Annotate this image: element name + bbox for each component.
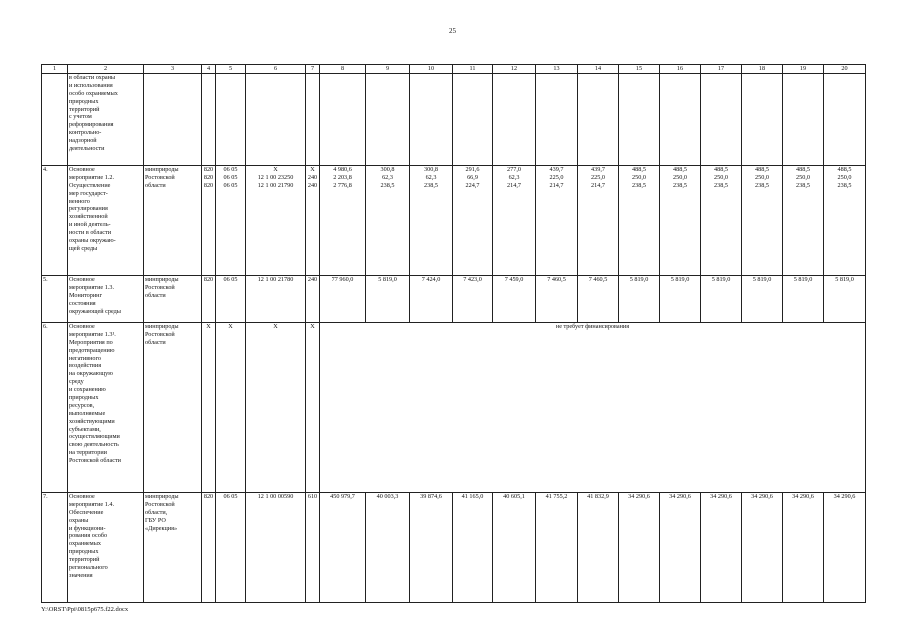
code-value: 240 bbox=[307, 276, 318, 283]
amount-value: 300,8 bbox=[424, 166, 438, 173]
name-line: венного bbox=[69, 197, 90, 205]
amount-value: 62,3 bbox=[425, 173, 437, 181]
budget-code bbox=[202, 166, 216, 276]
amount-value: 5 819,0 bbox=[378, 276, 397, 283]
code-value: 06 05 bbox=[223, 493, 238, 500]
amount-value: 5 819,0 bbox=[629, 276, 649, 283]
amount-cell bbox=[453, 276, 493, 323]
amount-value: 238,5 bbox=[755, 181, 769, 189]
column-header: 18 bbox=[742, 65, 783, 74]
amount-value: 488,5 bbox=[837, 166, 852, 173]
name-line: регионального bbox=[69, 564, 108, 572]
code-value: 820 bbox=[203, 493, 214, 500]
executor-line: минприроды bbox=[145, 276, 179, 283]
budget-code bbox=[246, 166, 306, 276]
name-line: состояния bbox=[69, 299, 96, 307]
amount-value: 77 960,0 bbox=[331, 276, 354, 283]
amount-cell bbox=[578, 74, 619, 166]
row-number: 6. bbox=[42, 323, 68, 493]
amount-cell bbox=[824, 74, 866, 166]
page-number: 25 bbox=[449, 27, 456, 35]
amount-cell bbox=[410, 166, 453, 276]
executor bbox=[144, 74, 202, 166]
name-line: природных bbox=[69, 548, 99, 556]
amount-cell bbox=[742, 276, 783, 323]
name-line: Ростовской области bbox=[69, 457, 121, 465]
amount-value: 488,5 bbox=[796, 166, 810, 173]
amount-cell bbox=[660, 166, 701, 276]
budget-code bbox=[306, 74, 320, 166]
name-line: хозяйствующими bbox=[69, 417, 115, 425]
name-line: значения bbox=[69, 571, 93, 579]
budget-code bbox=[216, 323, 246, 493]
name-line: и использования bbox=[69, 81, 113, 89]
header-row bbox=[42, 65, 866, 74]
name-line: деятельности bbox=[69, 145, 105, 153]
table-row bbox=[42, 323, 866, 493]
amount-cell bbox=[320, 276, 366, 323]
executor-line: Ростовской bbox=[145, 330, 175, 338]
name-line: территорий bbox=[69, 105, 100, 113]
name-line: воздействия bbox=[69, 362, 102, 370]
amount-value: 250,0 bbox=[755, 173, 769, 181]
file-path-footer: Y:\ORST\Ppi\0815p675.f22.docx bbox=[41, 606, 129, 613]
name-line: на окружающую bbox=[69, 370, 113, 378]
budget-code bbox=[202, 74, 216, 166]
name-line: Обеспечение bbox=[69, 508, 104, 516]
amount-value: 41 832,9 bbox=[587, 493, 609, 500]
amount-cell bbox=[742, 493, 783, 603]
amount-cell bbox=[536, 276, 578, 323]
amount-value: 214,7 bbox=[507, 181, 521, 189]
amount-value: 40 003,3 bbox=[376, 493, 399, 500]
code-value: X bbox=[228, 323, 233, 330]
name-line: предотвращению bbox=[69, 346, 115, 354]
name-line: Основное bbox=[69, 166, 95, 173]
table-row bbox=[42, 166, 866, 276]
row-number: 5. bbox=[42, 276, 68, 323]
amount-value: 238,5 bbox=[837, 181, 852, 189]
column-header: 14 bbox=[578, 65, 619, 74]
executor-line: области bbox=[145, 181, 166, 189]
code-value: 610 bbox=[307, 493, 318, 500]
amount-cell bbox=[824, 166, 866, 276]
budget-code bbox=[202, 493, 216, 603]
amount-value: 7 424,0 bbox=[421, 276, 441, 283]
budget-code bbox=[306, 166, 320, 276]
budget-code bbox=[216, 493, 246, 603]
amount-value: 41 165,0 bbox=[461, 493, 484, 500]
amount-cell bbox=[320, 493, 366, 603]
name-line: хозяйственной bbox=[69, 213, 108, 221]
name-line: и сохранению bbox=[69, 386, 106, 394]
amount-value: 439,7 bbox=[591, 166, 605, 173]
name-line: выполняемые bbox=[69, 409, 106, 417]
amount-value: 488,5 bbox=[714, 166, 728, 173]
budget-code bbox=[216, 166, 246, 276]
amount-value: 66,9 bbox=[467, 173, 478, 181]
amount-cell bbox=[536, 166, 578, 276]
name-line: охраны bbox=[69, 516, 89, 524]
name-line: Основное bbox=[69, 323, 95, 330]
row-number bbox=[42, 74, 68, 166]
amount-value: 5 819,0 bbox=[793, 276, 813, 283]
name-line: реформирования bbox=[69, 121, 114, 129]
name-line: мер государст- bbox=[69, 189, 108, 197]
executor-line: минприроды bbox=[145, 493, 179, 500]
amount-cell bbox=[824, 493, 866, 603]
row-number: 7. bbox=[42, 493, 68, 603]
code-value: 12 1 00 00590 bbox=[257, 493, 294, 500]
name-line: ности в области bbox=[69, 229, 112, 237]
amount-value: 225,0 bbox=[549, 173, 564, 181]
amount-value: 2 203,8 bbox=[333, 173, 352, 181]
amount-cell bbox=[660, 493, 701, 603]
executor-line: области bbox=[145, 338, 166, 346]
amount-value: 250,0 bbox=[632, 173, 646, 181]
name-line: охраняемых bbox=[69, 540, 101, 548]
amount-value: 2 776,8 bbox=[333, 181, 352, 189]
name-line: и иной деятель- bbox=[69, 221, 111, 229]
code-value: 12 1 00 21790 bbox=[257, 181, 294, 189]
column-header: 11 bbox=[453, 65, 493, 74]
budget-code bbox=[306, 323, 320, 493]
executor-line: минприроды bbox=[145, 323, 179, 330]
amount-cell bbox=[619, 166, 660, 276]
name-line: негативного bbox=[69, 354, 102, 362]
amount-cell bbox=[366, 166, 410, 276]
amount-value: 7 423,0 bbox=[463, 276, 482, 283]
amount-value: 40 605,1 bbox=[503, 493, 525, 500]
table-row bbox=[42, 74, 866, 166]
name-line: территорий bbox=[69, 556, 100, 564]
amount-cell bbox=[619, 493, 660, 603]
amount-value: 238,5 bbox=[714, 181, 728, 189]
amount-value: 5 819,0 bbox=[670, 276, 690, 283]
amount-cell bbox=[660, 74, 701, 166]
executor bbox=[144, 166, 202, 276]
amount-cell bbox=[824, 276, 866, 323]
table-row bbox=[42, 276, 866, 323]
executor-line: области, bbox=[145, 508, 168, 516]
code-value: 820 bbox=[203, 173, 214, 181]
name-line: природных bbox=[69, 97, 99, 105]
code-value: 06 05 bbox=[223, 276, 238, 283]
amount-cell bbox=[366, 493, 410, 603]
name-line: окружающей среды bbox=[69, 307, 121, 315]
amount-value: 34 290,6 bbox=[792, 493, 814, 500]
amount-cell bbox=[410, 276, 453, 323]
column-header: 17 bbox=[701, 65, 742, 74]
amount-cell bbox=[701, 74, 742, 166]
amount-value: 62,3 bbox=[508, 173, 520, 181]
amount-cell bbox=[783, 166, 824, 276]
budget-code bbox=[246, 276, 306, 323]
name-line: охраны окружаю- bbox=[69, 237, 116, 245]
code-value: 06 05 bbox=[223, 181, 238, 189]
budget-code bbox=[202, 276, 216, 323]
amount-cell bbox=[783, 74, 824, 166]
amount-value: 238,5 bbox=[796, 181, 810, 189]
name-line: на территории bbox=[69, 449, 107, 457]
executor bbox=[144, 276, 202, 323]
budget-code bbox=[306, 493, 320, 603]
amount-value: 41 755,2 bbox=[545, 493, 568, 500]
code-value: X bbox=[310, 323, 315, 330]
executor-line: Ростовской bbox=[145, 173, 175, 181]
amount-value: 488,5 bbox=[673, 166, 687, 173]
activity-name bbox=[68, 323, 144, 493]
amount-value: 238,5 bbox=[380, 181, 395, 189]
executor-line: минприроды bbox=[145, 166, 179, 173]
amount-cell bbox=[320, 166, 366, 276]
column-header: 3 bbox=[144, 65, 202, 74]
amount-cell bbox=[410, 74, 453, 166]
column-header: 16 bbox=[660, 65, 701, 74]
column-header: 2 bbox=[68, 65, 144, 74]
amount-value: 7 459,0 bbox=[504, 276, 524, 283]
code-value: X bbox=[310, 166, 315, 173]
column-header: 6 bbox=[246, 65, 306, 74]
amount-value: 450 979,7 bbox=[330, 493, 355, 500]
amount-value: 238,5 bbox=[424, 181, 438, 189]
table-row bbox=[42, 493, 866, 603]
amount-value: 39 874,6 bbox=[420, 493, 442, 500]
budget-code bbox=[216, 74, 246, 166]
amount-value: 214,7 bbox=[549, 181, 564, 189]
name-line: осуществляющими bbox=[69, 433, 120, 441]
column-header: 19 bbox=[783, 65, 824, 74]
amount-cell bbox=[366, 276, 410, 323]
amount-cell bbox=[493, 166, 536, 276]
amount-cell bbox=[578, 276, 619, 323]
column-header: 8 bbox=[320, 65, 366, 74]
name-line: Мероприятия по bbox=[69, 338, 113, 346]
amount-value: 300,8 bbox=[380, 166, 395, 173]
budget-code bbox=[246, 493, 306, 603]
amount-value: 250,0 bbox=[673, 173, 687, 181]
column-header: 10 bbox=[410, 65, 453, 74]
amount-cell bbox=[742, 166, 783, 276]
name-line: мероприятие 1.3. bbox=[69, 283, 115, 291]
name-line: и функциони- bbox=[69, 524, 106, 532]
amount-value: 439,7 bbox=[549, 166, 564, 173]
amount-value: 277,0 bbox=[507, 166, 521, 173]
code-value: X bbox=[206, 323, 211, 330]
row-number: 4. bbox=[42, 166, 68, 276]
amount-value: 488,5 bbox=[755, 166, 769, 173]
amount-cell bbox=[536, 74, 578, 166]
name-line: природных bbox=[69, 394, 99, 402]
amount-value: 5 819,0 bbox=[752, 276, 772, 283]
amount-value: 34 290,6 bbox=[628, 493, 650, 500]
amount-value: 34 290,6 bbox=[751, 493, 773, 500]
amount-value: 62,3 bbox=[382, 173, 393, 181]
amount-cell bbox=[493, 74, 536, 166]
amount-value: 34 290,6 bbox=[669, 493, 691, 500]
amount-cell bbox=[453, 166, 493, 276]
amount-cell bbox=[493, 493, 536, 603]
amount-value: 224,7 bbox=[465, 181, 480, 189]
amount-cell bbox=[320, 74, 366, 166]
code-value: X bbox=[273, 323, 278, 330]
name-line: особо охраняемых bbox=[69, 89, 118, 97]
amount-cell bbox=[536, 493, 578, 603]
amount-value: 238,5 bbox=[632, 181, 646, 189]
amount-value: 250,0 bbox=[796, 173, 810, 181]
name-line: мероприятие 1.3¹. bbox=[69, 330, 116, 338]
name-line: мероприятие 1.2. bbox=[69, 173, 115, 181]
amount-value: 225,0 bbox=[591, 173, 605, 181]
name-line: свою деятельность bbox=[69, 441, 119, 449]
column-header: 1 bbox=[42, 65, 68, 74]
name-line: Мониторинг bbox=[69, 291, 103, 299]
name-line: Основное bbox=[69, 493, 95, 500]
column-header: 20 bbox=[824, 65, 866, 74]
name-line: субъектами, bbox=[69, 425, 101, 433]
code-value: 820 bbox=[203, 276, 214, 283]
activity-name bbox=[68, 276, 144, 323]
executor-line: ГБУ РО bbox=[145, 516, 166, 524]
budget-code bbox=[246, 74, 306, 166]
amount-value: 291,6 bbox=[465, 166, 480, 173]
column-header: 15 bbox=[619, 65, 660, 74]
amount-cell bbox=[578, 493, 619, 603]
activity-name bbox=[68, 166, 144, 276]
code-value: 240 bbox=[307, 181, 318, 189]
amount-cell bbox=[619, 74, 660, 166]
name-line: регулирования bbox=[69, 205, 108, 213]
column-header: 13 bbox=[536, 65, 578, 74]
name-line: мероприятие 1.4. bbox=[69, 500, 115, 508]
amount-value: 4 980,6 bbox=[333, 166, 352, 173]
name-line: Осуществление bbox=[69, 181, 111, 189]
amount-cell bbox=[742, 74, 783, 166]
amount-cell bbox=[619, 276, 660, 323]
code-value: 820 bbox=[203, 166, 214, 173]
amount-cell bbox=[453, 74, 493, 166]
budget-code bbox=[306, 276, 320, 323]
name-line: надзорной bbox=[69, 137, 97, 145]
amount-cell bbox=[493, 276, 536, 323]
financing-note: не требует финансирования bbox=[320, 323, 866, 493]
column-header: 7 bbox=[306, 65, 320, 74]
amount-cell bbox=[410, 493, 453, 603]
code-value: 240 bbox=[307, 173, 318, 181]
budget-table bbox=[41, 64, 866, 603]
amount-cell bbox=[783, 493, 824, 603]
amount-value: 7 460,5 bbox=[547, 276, 566, 283]
amount-value: 34 290,6 bbox=[710, 493, 732, 500]
activity-name bbox=[68, 74, 144, 166]
name-line: рования особо bbox=[69, 532, 108, 540]
executor bbox=[144, 493, 202, 603]
name-line: ресурсов, bbox=[69, 401, 95, 409]
amount-value: 5 819,0 bbox=[711, 276, 731, 283]
executor-line: Ростовской bbox=[145, 283, 175, 291]
budget-code bbox=[216, 276, 246, 323]
amount-cell bbox=[453, 493, 493, 603]
name-line: с учетом bbox=[69, 113, 92, 121]
amount-value: 214,7 bbox=[591, 181, 605, 189]
code-value: 06 05 bbox=[223, 166, 238, 173]
amount-cell bbox=[701, 493, 742, 603]
executor-line: области bbox=[145, 291, 166, 299]
executor-line: «Дирекция» bbox=[145, 524, 178, 532]
name-line: Основное bbox=[69, 276, 95, 283]
amount-value: 7 460,5 bbox=[588, 276, 608, 283]
code-value: 820 bbox=[203, 181, 214, 189]
amount-value: 250,0 bbox=[837, 173, 852, 181]
name-line: среду bbox=[69, 378, 84, 386]
executor bbox=[144, 323, 202, 493]
activity-name bbox=[68, 493, 144, 603]
amount-cell bbox=[783, 276, 824, 323]
code-value: X bbox=[273, 166, 278, 173]
code-value: 12 1 00 23250 bbox=[257, 173, 294, 181]
code-value: 06 05 bbox=[223, 173, 238, 181]
amount-value: 250,0 bbox=[714, 173, 728, 181]
amount-value: 238,5 bbox=[673, 181, 687, 189]
amount-cell bbox=[366, 74, 410, 166]
name-line: контрольно- bbox=[69, 129, 102, 137]
budget-code bbox=[246, 323, 306, 493]
amount-cell bbox=[660, 276, 701, 323]
column-header: 12 bbox=[493, 65, 536, 74]
column-header: 4 bbox=[202, 65, 216, 74]
amount-cell bbox=[701, 276, 742, 323]
column-header: 9 bbox=[366, 65, 410, 74]
code-value: 12 1 00 21780 bbox=[257, 276, 294, 283]
name-line: в области охраны bbox=[69, 74, 116, 81]
amount-value: 5 819,0 bbox=[835, 276, 854, 283]
amount-cell bbox=[701, 166, 742, 276]
column-header: 5 bbox=[216, 65, 246, 74]
name-line: щей среды bbox=[69, 244, 98, 252]
budget-code bbox=[202, 323, 216, 493]
amount-value: 34 290,6 bbox=[833, 493, 856, 500]
amount-value: 488,5 bbox=[632, 166, 646, 173]
executor-line: Ростовской bbox=[145, 500, 175, 508]
amount-cell bbox=[578, 166, 619, 276]
